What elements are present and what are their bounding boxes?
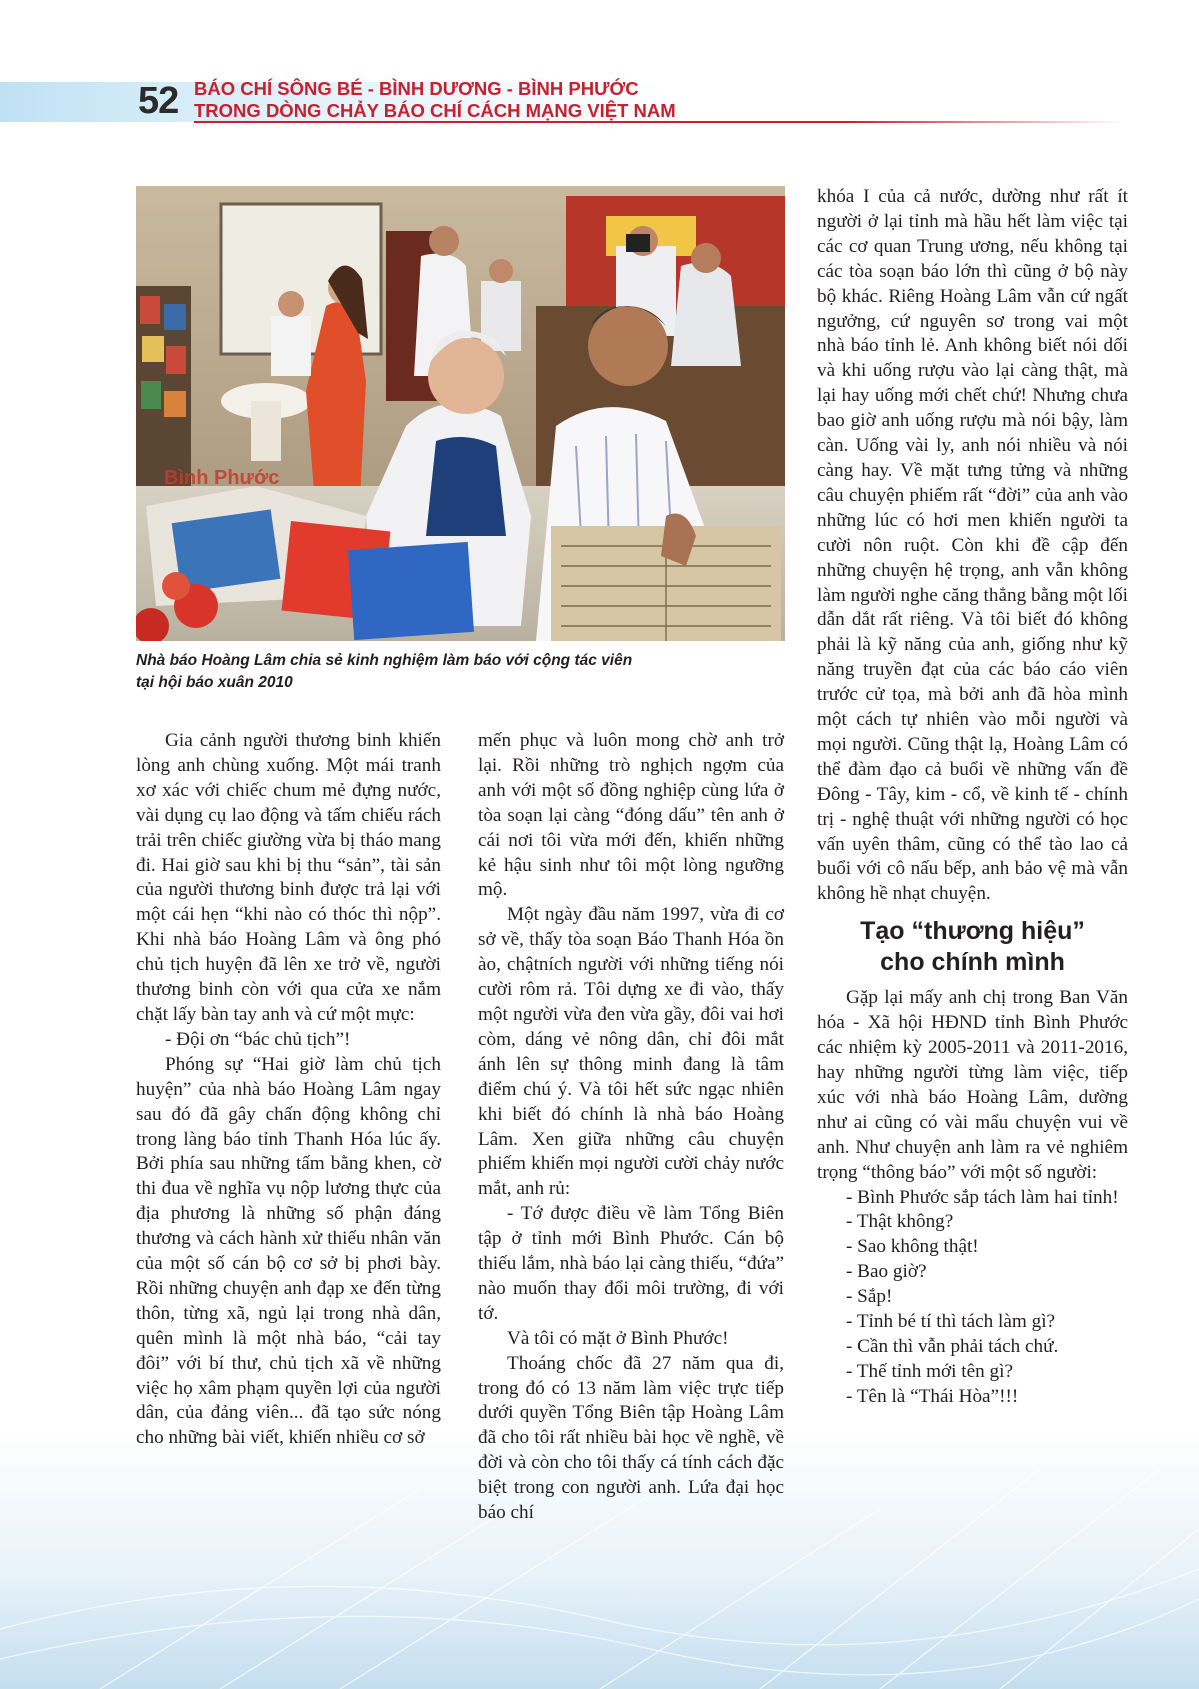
paragraph: mến phục và luôn mong chờ anh trở lại. Rồi những trò nghịch ngợm của anh với một số đồng nghiệp cùng lứa ở tòa soạn lại càng “đóng dấu” tên anh ở cái nơi tôi vừa mới đến, khiến những kẻ hậu sinh như tôi một lòng ngưỡng mộ. (478, 730, 784, 901)
paragraph: khóa I của cả nước, dường như rất ít người ở lại tỉnh mà hầu hết làm việc tại các cơ quan Trung ương, nếu không tại các tòa soạn báo lớn thì cũng ở bộ này bộ khác. Riêng Hoàng Lâm vẫn cứ ngất ngưởng, cứ nguyên sơ trong vai một nhà báo tỉnh lẻ. Anh không biết nói dối và khi uống rượu vào lại càng thật, mà lại hay uống mới chết chứ! Nhưng chưa bao giờ anh uống rượu mà nói bậy, làm càn. Uống vài ly, anh nói nhiều và nói càng hay. Về mặt tưng tửng và những câu chuyện phiếm rất “đời” của anh vào những lúc có hơi men khiến người ta cười nôn ruột. Còn khi đề cập đến những chuyện hệ trọng, anh vẫn không làm người nghe căng thẳng bằng một lối dẫn dắt rất riêng. Và tôi biết đó không phải là kỹ năng của anh, giống như kỹ năng truyền đạt của các báo cáo viên trước cử tọa, mà bởi anh đã hòa mình một cách tự nhiên vào mỗi người và mọi người. Cũng thật lạ, Hoàng Lâm có thể đàm đạo cả buổi về những vấn đề Đông - Tây, kim - cổ, về kinh tế - chính trị - nghệ thuật với những người có học vấn uyên thâm, cũng có thể tào lao cả buổi với cô nấu bếp, anh bảo vệ mà vẫn không hề nhạt chuyện. (817, 186, 1128, 905)
paragraph: Gia cảnh người thương binh khiến lòng anh chùng xuống. Một mái tranh xơ xác với chiếc chum mẻ đựng nước, vài dụng cụ lao động và tấm chiếu rách trải trên chiếc giường vừa bị tháo mang đi. Hai giờ sau khi bị thu “sản”, tài sản của người thương binh được trả lại với một cái hẹn “khi nào có thóc thì nộp”. Khi nhà báo Hoàng Lâm và ông phó chủ tịch huyện đã lên xe trở về, người thương binh còn với qua cửa xe nắm chặt lấy bàn tay anh và cứ một mực: (136, 730, 441, 1025)
dialogue-line: - Thế tỉnh mới tên gì? (846, 1360, 1013, 1382)
page-header (0, 78, 1199, 124)
dialogue-line: - Tên là “Thái Hòa”!!! (846, 1385, 1019, 1407)
photo-watermark: Bình Phước (164, 467, 280, 489)
paragraph: - Bình Phước sắp tách làm hai tỉnh! (846, 1186, 1119, 1208)
photo-illustration (136, 186, 785, 641)
dialogue-line: - Tỉnh bé tí thì tách làm gì? (846, 1311, 1056, 1333)
paragraph: Và tôi có mặt ở Bình Phước! (507, 1327, 729, 1349)
paragraph: Một ngày đầu năm 1997, vừa đi cơ sở về, thấy tòa soạn Báo Thanh Hóa ồn ào, chậtních người với những tiếng nói cười rôm rả. Tôi dựng xe đi vào, thấy một người vừa đen vừa gầy, đôi vai hơi còm, dáng vẻ nông dân, chỉ đôi mắt ánh lên sự thông minh đang là tâm điểm chú ý. Và tôi hết sức ngạc nhiên khi biết đó chính là nhà báo Hoàng Lâm. Xen giữa những câu chuyện phiếm khiến mọi người cười chảy nước mắt, anh rủ: (478, 904, 784, 1200)
paragraph: - Tớ được điều về làm Tổng Biên tập ở tỉnh mới Bình Phước. Cán bộ thiếu lắm, nhà báo lại càng thiếu, “đứa” nào muốn thay đổi môi trường, đi với tớ. (478, 1203, 784, 1324)
section-heading (817, 916, 1128, 978)
dialogue-line: - Sao không thật! (846, 1236, 979, 1258)
text-column-1 (136, 729, 441, 1451)
dialogue-line: - Bao giờ? (846, 1261, 927, 1283)
dialogue-line: - Sắp! (846, 1286, 893, 1308)
section-heading-line2: cho chính mình (880, 948, 1065, 977)
section-heading-line1: Tạo “thương hiệu” (860, 917, 1085, 946)
header-title-line2: TRONG DÒNG CHẢY BÁO CHÍ CÁCH MẠNG VIỆT NAM (194, 100, 676, 121)
text-column-3 (817, 185, 1128, 1410)
paragraph: - Đội ơn “bác chủ tịch”! (165, 1028, 351, 1050)
paragraph: Gặp lại mấy anh chị trong Ban Văn hóa - Xã hội HĐND tỉnh Bình Phước các nhiệm kỳ 2005-2011 và 2011-2016, hay những người từng làm việc, tiếp xúc với nhà báo Hoàng Lâm, dường như ai cũng có vài mẩu chuyện vui về anh. Như chuyện anh làm ra vẻ nghiêm trọng “thông báo” với một số người: (817, 987, 1128, 1183)
header-title-line1: BÁO CHÍ SÔNG BÉ - BÌNH DƯƠNG - BÌNH PHƯỚC (194, 78, 639, 99)
paragraph: Thoáng chốc đã 27 năm qua đi, trong đó có 13 năm làm việc trực tiếp dưới quyền Tổng Biên tập Hoàng Lâm đã cho tôi rất nhiều bài học về nghề, về đời và còn cho tôi thấy cá tính cách đặc biệt trong con người anh. Lứa đại học báo chí (478, 1352, 784, 1524)
paragraph: Phóng sự “Hai giờ làm chủ tịch huyện” của nhà báo Hoàng Lâm ngay sau đó đã gây chấn động không chỉ trong làng báo tỉnh Thanh Hóa lúc ấy. Bởi phía sau những tấm bằng khen, cờ thi đua về nghĩa vụ nộp lương thực của địa phương là những số phận đáng thương và cách hành xử thiếu nhân văn của một số cán bộ cơ sở bị phơi bày. Rồi những chuyện anh đạp xe đến từng thôn, từng xã, ngủ lại trong nhà dân, quên mình là một nhà báo, “cải tay đôi” với bí thư, chủ tịch xã về những việc họ xâm phạm quyền lợi của người dân, của đảng viên... đã tạo sức nóng cho những bài viết, khiến nhiều cơ sở (136, 1053, 441, 1449)
dialogue-line: - Cần thì vẫn phải tách chứ. (846, 1335, 1059, 1357)
dialogue-line: - Thật không? (846, 1211, 954, 1233)
caption-line2: tại hội báo xuân 2010 (136, 674, 293, 691)
photo-caption (136, 650, 786, 694)
text-column-2 (478, 729, 784, 1526)
page-number: 52 (138, 80, 179, 122)
header-rule (194, 121, 1124, 123)
article-photo (136, 186, 785, 641)
caption-line1: Nhà báo Hoàng Lâm chia sẻ kinh nghiệm làm báo với cộng tác viên (136, 652, 633, 669)
